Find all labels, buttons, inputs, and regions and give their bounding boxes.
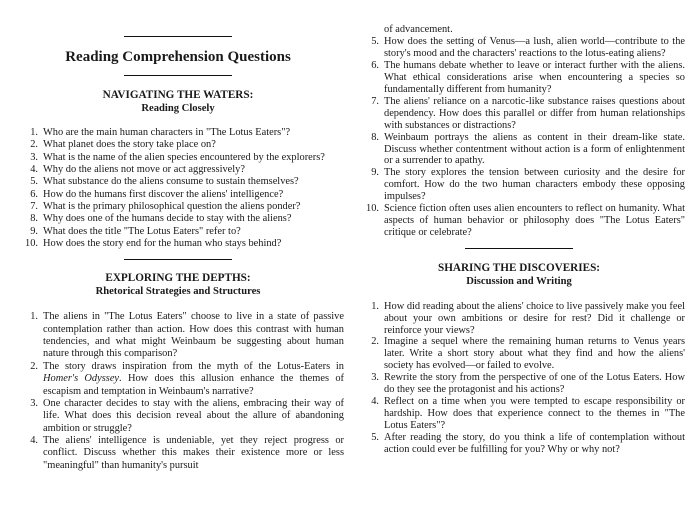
list-item: 5 . After reading the story, do you think a life of contemplation without action could ever be fulfilling for you? Why or why not? xyxy=(353,432,685,456)
list-item: 3 . One character decides to stay with the aliens, embracing their way of life. What does this decision reveal about the allure of abandoning ambition or struggle? xyxy=(12,398,344,435)
section2-questions-right xyxy=(353,36,685,238)
section2-heading: EXPLORING THE DEPTHS: xyxy=(105,272,251,285)
list-item: 6 . The humans debate whether to leave or interact further with the aliens. What ethical considerations arise when encountering a species so fundamentally different from humanity? xyxy=(353,60,685,96)
section1-subheading: Reading Closely xyxy=(141,103,215,114)
section3-top-rule xyxy=(465,248,573,249)
left-page xyxy=(12,0,344,516)
list-item: 1 . The aliens in "The Lotus Eaters" choose to live in a state of passive contemplation rather than action. How does this contrast with human tendencies, and what might Weinbaum be suggesting about human nature through this comparison? xyxy=(12,311,344,360)
list-item: 6 . How do the humans first discover the aliens' intelligence? xyxy=(12,189,344,201)
title-top-rule xyxy=(124,36,232,37)
list-item: 3 . What is the name of the alien species encountered by the explorers? xyxy=(12,152,344,164)
list-item: 9 . What does the title "The Lotus Eaters" refer to? xyxy=(12,226,344,238)
section3-subheading: Discussion and Writing xyxy=(466,275,572,287)
list-item: 9 . The story explores the tension between curiosity and the desire for comfort. How do the two human characters embody these opposing impulses? xyxy=(353,167,685,203)
list-item: 1 . How did reading about the aliens' choice to live passively make you feel about your own ambitions or desire for rest? Did it challenge or reinforce your views? xyxy=(353,301,685,337)
list-item: 7 . The aliens' reliance on a narcotic-like substance raises questions about dependency. How does this parallel or differ from human relationships with substances or distractions? xyxy=(353,96,685,132)
list-item: 4 . Why do the aliens not move or act aggressively? xyxy=(12,164,344,176)
list-item: 8 . Weinbaum portrays the aliens as content in their dream-like state. Discuss whether contentment without action is a form of enlightenment or a surrender to apathy. xyxy=(353,132,685,168)
page-title: Reading Comprehension Questions xyxy=(65,49,291,65)
right-page xyxy=(353,0,685,516)
section1-questions xyxy=(12,127,344,250)
list-item: 2 . The story draws inspiration from the myth of the Lotus-Eaters in Homer's Odyssey. How does this allusion enhance the themes of escapism and temptation in Weinbaum's narrative? xyxy=(12,361,344,398)
list-item: 10 . Science fiction often uses alien encounters to reflect on humanity. What aspects of human behavior or philosophy does "The Lotus Eaters" critique or celebrate? xyxy=(353,203,685,239)
list-item: 3 . Rewrite the story from the perspective of one of the Lotus Eaters. How do they see the protagonist and his actions? xyxy=(353,372,685,396)
list-item: 4 . The aliens' intelligence is undeniable, yet they reject progress or conflict. Discuss whether this makes their existence more or less "meaningful" than humanity's pursuit xyxy=(12,435,344,472)
section2-questions-left xyxy=(12,311,344,471)
list-item: 4 . Reflect on a time when you were tempted to escape responsibility or hardship. How does that experience connect to the themes in "The Lotus Eaters"? xyxy=(353,396,685,432)
section2-top-rule xyxy=(124,259,232,260)
section2-subheading: Rhetorical Strategies and Structures xyxy=(95,286,261,298)
list-item: 2 . Imagine a sequel where the remaining human returns to Venus years later. Write a short story about what they find and how the aliens' society has evolved—or failed to evolve. xyxy=(353,336,685,372)
list-item: 2 . What planet does the story take place on? xyxy=(12,139,344,151)
list-item: 7 . What is the primary philosophical question the aliens ponder? xyxy=(12,201,344,213)
continued-text: of advancement. xyxy=(384,24,453,35)
odyssey-title: Homer's Odyssey xyxy=(43,373,120,385)
list-item: 8 . Why does one of the humans decide to stay with the aliens? xyxy=(12,213,344,225)
section1-heading: NAVIGATING THE WATERS: xyxy=(102,89,254,101)
list-item: 5 . How does the setting of Venus—a lush, alien world—contribute to the story's mood and the characters' reactions to the lotus-eating aliens? xyxy=(353,36,685,60)
section3-heading: SHARING THE DISCOVERIES: xyxy=(437,261,601,274)
list-item: 10 . How does the story end for the human who stays behind? xyxy=(12,238,344,250)
section3-questions xyxy=(353,301,685,456)
title-bottom-rule xyxy=(124,75,232,76)
list-item: 5 . What substance do the aliens consume to sustain themselves? xyxy=(12,176,344,188)
list-item: 1 . Who are the main human characters in "The Lotus Eaters"? xyxy=(12,127,344,139)
